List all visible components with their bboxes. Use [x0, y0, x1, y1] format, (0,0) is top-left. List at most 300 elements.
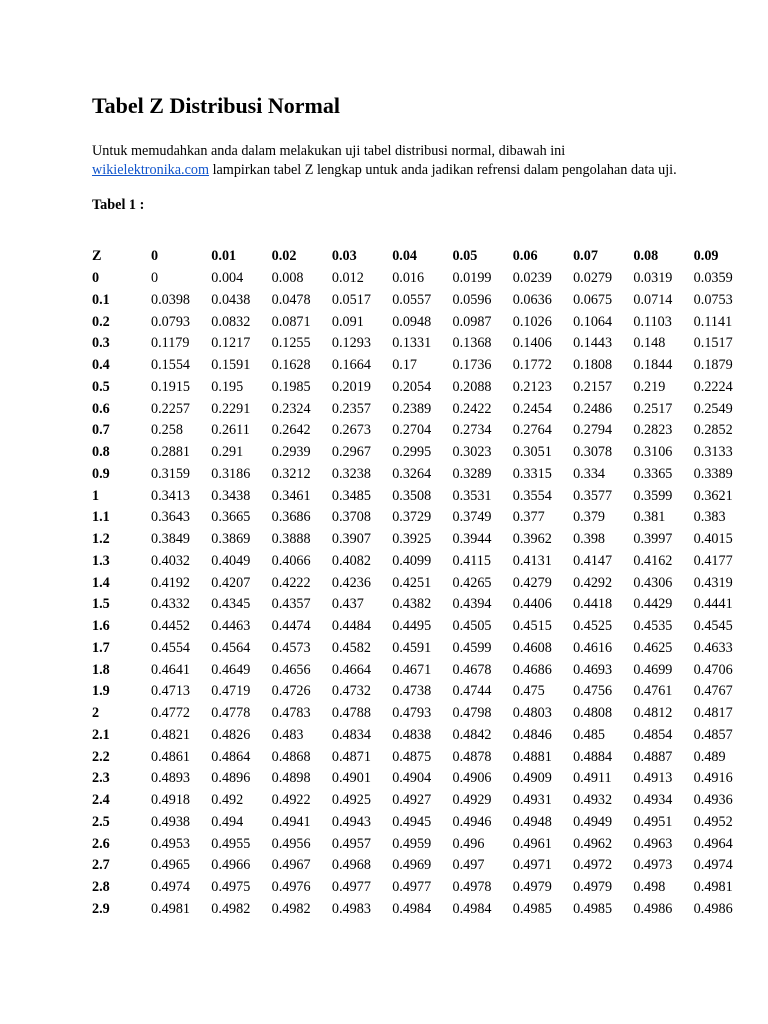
- probability-cell: 0.2611: [211, 422, 250, 439]
- z-value-cell: 0.9: [92, 465, 110, 482]
- probability-cell: 0.4983: [331, 900, 371, 917]
- probability-cell: 0.2257: [151, 400, 191, 417]
- probability-cell: 0.4973: [633, 857, 673, 874]
- probability-cell: 0.1406: [512, 335, 552, 352]
- header-cell: 0.03: [331, 248, 357, 265]
- z-value-cell: 1.3: [92, 552, 110, 569]
- table-row: [92, 333, 754, 355]
- probability-cell: 0.475: [512, 683, 545, 700]
- probability-cell: 0.3944: [452, 531, 492, 548]
- probability-cell: 0.4871: [331, 748, 371, 765]
- probability-cell: 0.3888: [271, 531, 311, 548]
- probability-cell: 0.496: [452, 835, 485, 852]
- probability-cell: 0.091: [331, 313, 364, 330]
- probability-cell: 0.4985: [512, 900, 552, 917]
- probability-cell: 0.3289: [452, 465, 492, 482]
- z-value-cell: 1.2: [92, 531, 110, 548]
- probability-cell: 0.3599: [633, 487, 673, 504]
- probability-cell: 0.1879: [693, 357, 733, 374]
- probability-cell: 0.4641: [151, 661, 191, 678]
- probability-cell: 0.4981: [151, 900, 191, 917]
- z-value-cell: 1.4: [92, 574, 110, 591]
- table-row: [92, 464, 754, 486]
- probability-cell: 0.4971: [512, 857, 552, 874]
- z-value-cell: 0.8: [92, 444, 110, 461]
- probability-cell: 0.3907: [331, 531, 371, 548]
- probability-cell: 0.0675: [573, 291, 613, 308]
- probability-cell: 0.3749: [452, 509, 492, 526]
- probability-cell: 0.4961: [512, 835, 552, 852]
- z-value-cell: 0.7: [92, 422, 110, 439]
- probability-cell: 0.4633: [693, 639, 733, 656]
- probability-cell: 0.4656: [271, 661, 311, 678]
- probability-cell: 0.4948: [512, 813, 552, 830]
- probability-cell: 0.3849: [151, 531, 191, 548]
- probability-cell: 0.4962: [573, 835, 613, 852]
- probability-cell: 0.4957: [331, 835, 371, 852]
- probability-cell: 0.2324: [271, 400, 311, 417]
- probability-cell: 0.3531: [452, 487, 492, 504]
- document-page: [92, 92, 752, 215]
- probability-cell: 0.1255: [271, 335, 311, 352]
- probability-cell: 0.4732: [331, 683, 371, 700]
- table-row: [92, 790, 754, 812]
- probability-cell: 0.4236: [331, 574, 371, 591]
- intro-paragraph: [92, 142, 677, 180]
- probability-cell: 0.4925: [331, 792, 371, 809]
- z-value-cell: 2.1: [92, 726, 110, 743]
- probability-cell: 0.17: [392, 357, 418, 374]
- probability-cell: 0.0714: [633, 291, 673, 308]
- z-value-cell: 0.3: [92, 335, 110, 352]
- probability-cell: 0.4834: [331, 726, 371, 743]
- table-row: [92, 398, 754, 420]
- probability-cell: 0.2291: [211, 400, 251, 417]
- z-value-cell: 2.5: [92, 813, 110, 830]
- probability-cell: 0.2995: [392, 444, 432, 461]
- probability-cell: 0.4945: [392, 813, 432, 830]
- intro-text-after: lampirkan tabel Z lengkap untuk anda jadikan refrensi dalam pengolahan data uji.: [209, 162, 677, 178]
- table-caption: Tabel 1 :: [92, 197, 145, 213]
- probability-cell: 0.4162: [633, 552, 673, 569]
- probability-cell: 0.4808: [573, 705, 613, 722]
- probability-cell: 0.3729: [392, 509, 432, 526]
- probability-cell: 0.3997: [633, 531, 673, 548]
- table-row: [92, 833, 754, 855]
- probability-cell: 0.1915: [151, 378, 191, 395]
- probability-cell: 0.3461: [271, 487, 311, 504]
- table-row: [92, 529, 754, 551]
- probability-cell: 0.004: [211, 270, 244, 287]
- probability-cell: 0.3554: [512, 487, 552, 504]
- probability-cell: 0.4082: [331, 552, 371, 569]
- probability-cell: 0.4357: [271, 596, 311, 613]
- header-cell-z: Z: [92, 248, 102, 265]
- probability-cell: 0.4131: [512, 552, 552, 569]
- header-cell: 0.09: [693, 248, 719, 265]
- probability-cell: 0.4854: [633, 726, 673, 743]
- probability-cell: 0.2088: [452, 378, 492, 395]
- probability-cell: 0.4783: [271, 705, 311, 722]
- z-value-cell: 1.5: [92, 596, 110, 613]
- probability-cell: 0.4956: [271, 835, 311, 852]
- probability-cell: 0.4826: [211, 726, 251, 743]
- probability-cell: 0.4918: [151, 792, 191, 809]
- probability-cell: 0.4963: [633, 835, 673, 852]
- probability-cell: 0.2881: [151, 444, 191, 461]
- probability-cell: 0.148: [633, 335, 666, 352]
- probability-cell: 0.498: [633, 879, 666, 896]
- z-value-cell: 2.4: [92, 792, 110, 809]
- probability-cell: 0.4332: [151, 596, 191, 613]
- probability-cell: 0.4979: [512, 879, 552, 896]
- probability-cell: 0.4821: [151, 726, 191, 743]
- probability-cell: 0.4959: [392, 835, 432, 852]
- probability-cell: 0.0279: [573, 270, 613, 287]
- probability-cell: 0.4147: [573, 552, 613, 569]
- z-value-cell: 0.5: [92, 378, 110, 395]
- probability-cell: 0.4345: [211, 596, 251, 613]
- probability-cell: 0.4441: [693, 596, 733, 613]
- probability-cell: 0.2019: [331, 378, 371, 395]
- probability-cell: 0.0753: [693, 291, 733, 308]
- probability-cell: 0.4251: [392, 574, 432, 591]
- probability-cell: 0.398: [573, 531, 605, 548]
- probability-cell: 0.1368: [452, 335, 492, 352]
- probability-cell: 0.4922: [271, 792, 311, 809]
- probability-cell: 0.4955: [211, 835, 251, 852]
- probability-cell: 0.2642: [271, 422, 311, 439]
- probability-cell: 0.3389: [693, 465, 733, 482]
- probability-cell: 0: [151, 270, 159, 287]
- probability-cell: 0.2549: [693, 400, 733, 417]
- probability-cell: 0.4982: [271, 900, 311, 917]
- table-row: [92, 899, 754, 921]
- probability-cell: 0.4941: [271, 813, 311, 830]
- probability-cell: 0.1293: [331, 335, 371, 352]
- probability-cell: 0.4625: [633, 639, 673, 656]
- probability-cell: 0.4418: [573, 596, 613, 613]
- probability-cell: 0.4967: [271, 857, 311, 874]
- z-value-cell: 2.9: [92, 900, 110, 917]
- z-value-cell: 2.6: [92, 835, 110, 852]
- probability-cell: 0.1985: [271, 378, 311, 395]
- probability-cell: 0.1064: [573, 313, 613, 330]
- probability-cell: 0.4909: [512, 770, 552, 787]
- probability-cell: 0.0438: [211, 291, 251, 308]
- wikielektronika-link[interactable]: wikielektronika.com: [92, 162, 210, 178]
- probability-cell: 0.4896: [211, 770, 251, 787]
- probability-cell: 0.2224: [693, 378, 733, 395]
- probability-cell: 0.334: [573, 465, 605, 482]
- probability-cell: 0.1443: [573, 335, 613, 352]
- probability-cell: 0.3238: [331, 465, 371, 482]
- probability-cell: 0.1808: [573, 357, 613, 374]
- probability-cell: 0.4744: [452, 683, 492, 700]
- probability-cell: 0.4911: [573, 770, 612, 787]
- probability-cell: 0.4192: [151, 574, 191, 591]
- probability-cell: 0.4985: [573, 900, 613, 917]
- z-table: [92, 246, 754, 920]
- probability-cell: 0.0319: [633, 270, 673, 287]
- probability-cell: 0.4032: [151, 552, 191, 569]
- probability-cell: 0.1103: [633, 313, 672, 330]
- probability-cell: 0.4463: [211, 618, 251, 635]
- probability-cell: 0.2939: [271, 444, 311, 461]
- probability-cell: 0.4699: [633, 661, 673, 678]
- probability-cell: 0.3186: [211, 465, 251, 482]
- probability-cell: 0.3438: [211, 487, 251, 504]
- probability-cell: 0.4929: [452, 792, 492, 809]
- probability-cell: 0.377: [512, 509, 545, 526]
- table-row: [92, 355, 754, 377]
- probability-cell: 0.3365: [633, 465, 673, 482]
- probability-cell: 0.008: [271, 270, 304, 287]
- probability-cell: 0.4292: [573, 574, 613, 591]
- probability-cell: 0.016: [392, 270, 425, 287]
- probability-cell: 0.4756: [573, 683, 613, 700]
- probability-cell: 0.0987: [452, 313, 492, 330]
- probability-cell: 0.4279: [512, 574, 552, 591]
- table-body: [92, 268, 754, 921]
- probability-cell: 0.4649: [211, 661, 251, 678]
- probability-cell: 0.3686: [271, 509, 311, 526]
- table-row: [92, 725, 754, 747]
- probability-cell: 0.3962: [512, 531, 552, 548]
- probability-cell: 0.4177: [693, 552, 733, 569]
- probability-cell: 0.0239: [512, 270, 552, 287]
- table-row: [92, 311, 754, 333]
- table-row: [92, 377, 754, 399]
- probability-cell: 0.4772: [151, 705, 191, 722]
- header-cell: 0.08: [633, 248, 659, 265]
- table-row: [92, 507, 754, 529]
- probability-cell: 0.1517: [693, 335, 733, 352]
- table-row: [92, 855, 754, 877]
- probability-cell: 0.4564: [211, 639, 251, 656]
- probability-cell: 0.2794: [573, 422, 613, 439]
- table-row: [92, 290, 754, 312]
- z-value-cell: 0.1: [92, 291, 110, 308]
- header-cell: 0.06: [512, 248, 538, 265]
- table-row: [92, 268, 754, 290]
- z-value-cell: 1.8: [92, 661, 110, 678]
- probability-cell: 0.4573: [271, 639, 311, 656]
- z-value-cell: 2.8: [92, 879, 110, 896]
- probability-cell: 0.012: [331, 270, 364, 287]
- probability-cell: 0.2389: [392, 400, 432, 417]
- probability-cell: 0.3315: [512, 465, 552, 482]
- z-value-cell: 1.9: [92, 683, 110, 700]
- probability-cell: 0.4927: [392, 792, 432, 809]
- probability-cell: 0.4306: [633, 574, 673, 591]
- probability-cell: 0.4788: [331, 705, 371, 722]
- probability-cell: 0.485: [573, 726, 605, 743]
- probability-cell: 0.3051: [512, 444, 552, 461]
- probability-cell: 0.4015: [693, 531, 733, 548]
- probability-cell: 0.1844: [633, 357, 673, 374]
- probability-cell: 0.4693: [573, 661, 613, 678]
- probability-cell: 0.3212: [271, 465, 311, 482]
- probability-cell: 0.4706: [693, 661, 733, 678]
- probability-cell: 0.4406: [512, 596, 552, 613]
- probability-cell: 0.3023: [452, 444, 492, 461]
- probability-cell: 0.4545: [693, 618, 733, 635]
- probability-cell: 0.4981: [693, 879, 733, 896]
- probability-cell: 0.4884: [573, 748, 613, 765]
- probability-cell: 0.4984: [452, 900, 492, 917]
- probability-cell: 0.4738: [392, 683, 432, 700]
- probability-cell: 0.4222: [271, 574, 311, 591]
- probability-cell: 0.1591: [211, 357, 251, 374]
- page-title: Tabel Z Distribusi Normal: [92, 93, 340, 118]
- probability-cell: 0.4974: [151, 879, 191, 896]
- probability-cell: 0.4842: [452, 726, 492, 743]
- z-value-cell: 1.7: [92, 639, 110, 656]
- probability-cell: 0.4977: [392, 879, 432, 896]
- probability-cell: 0.4974: [693, 857, 733, 874]
- probability-cell: 0.3485: [331, 487, 371, 504]
- probability-cell: 0.0948: [392, 313, 432, 330]
- probability-cell: 0.4969: [392, 857, 432, 874]
- probability-cell: 0.4898: [271, 770, 311, 787]
- probability-cell: 0.1179: [151, 335, 190, 352]
- probability-cell: 0.4951: [633, 813, 673, 830]
- table-row: [92, 877, 754, 899]
- probability-cell: 0.4938: [151, 813, 191, 830]
- table-row: [92, 703, 754, 725]
- probability-cell: 0.4977: [331, 879, 371, 896]
- probability-cell: 0.4861: [151, 748, 191, 765]
- probability-cell: 0.3708: [331, 509, 371, 526]
- probability-cell: 0.4964: [693, 835, 733, 852]
- probability-cell: 0.0596: [452, 291, 492, 308]
- z-value-cell: 0.6: [92, 400, 110, 417]
- probability-cell: 0.4803: [512, 705, 552, 722]
- probability-cell: 0.3133: [693, 444, 733, 461]
- probability-cell: 0.3106: [633, 444, 673, 461]
- probability-cell: 0.4066: [271, 552, 311, 569]
- probability-cell: 0.4817: [693, 705, 733, 722]
- probability-cell: 0.0832: [211, 313, 251, 330]
- probability-cell: 0.4452: [151, 618, 191, 635]
- probability-cell: 0.4474: [271, 618, 311, 635]
- probability-cell: 0.4778: [211, 705, 251, 722]
- probability-cell: 0.4495: [392, 618, 432, 635]
- probability-cell: 0.4382: [392, 596, 432, 613]
- intro-text-before: Untuk memudahkan anda dalam melakukan uji tabel distribusi normal, dibawah ini: [92, 143, 566, 159]
- probability-cell: 0.1664: [331, 357, 371, 374]
- probability-cell: 0.4986: [633, 900, 673, 917]
- probability-cell: 0.4099: [392, 552, 432, 569]
- probability-cell: 0.258: [151, 422, 183, 439]
- probability-cell: 0.2823: [633, 422, 673, 439]
- probability-cell: 0.4582: [331, 639, 371, 656]
- probability-cell: 0.381: [633, 509, 666, 526]
- probability-cell: 0.4949: [573, 813, 613, 830]
- probability-cell: 0.3264: [392, 465, 432, 482]
- header-cell: 0.01: [211, 248, 237, 265]
- probability-cell: 0.4916: [693, 770, 733, 787]
- probability-cell: 0.4984: [392, 900, 432, 917]
- probability-cell: 0.4713: [151, 683, 191, 700]
- z-value-cell: 2.3: [92, 770, 110, 787]
- probability-cell: 0.4686: [512, 661, 552, 678]
- probability-cell: 0.4265: [452, 574, 492, 591]
- probability-cell: 0.4798: [452, 705, 492, 722]
- probability-cell: 0.2123: [512, 378, 552, 395]
- probability-cell: 0.2486: [573, 400, 613, 417]
- probability-cell: 0.2357: [331, 400, 371, 417]
- probability-cell: 0.0636: [512, 291, 552, 308]
- probability-cell: 0.4793: [392, 705, 432, 722]
- probability-cell: 0.4535: [633, 618, 673, 635]
- probability-cell: 0.0478: [271, 291, 311, 308]
- probability-cell: 0.4878: [452, 748, 492, 765]
- probability-cell: 0.4207: [211, 574, 251, 591]
- probability-cell: 0.4982: [211, 900, 251, 917]
- probability-cell: 0.1554: [151, 357, 191, 374]
- probability-cell: 0.4554: [151, 639, 191, 656]
- probability-cell: 0.4881: [512, 748, 552, 765]
- probability-cell: 0.4678: [452, 661, 492, 678]
- probability-cell: 0.4943: [331, 813, 371, 830]
- table-row: [92, 420, 754, 442]
- probability-cell: 0.4591: [392, 639, 432, 656]
- probability-cell: 0.2422: [452, 400, 492, 417]
- table-row: [92, 681, 754, 703]
- probability-cell: 0.2054: [392, 378, 432, 395]
- probability-cell: 0.3869: [211, 531, 251, 548]
- probability-cell: 0.2852: [693, 422, 733, 439]
- probability-cell: 0.3665: [211, 509, 251, 526]
- header-cell: 0.02: [271, 248, 297, 265]
- probability-cell: 0.4906: [452, 770, 492, 787]
- table-row: [92, 659, 754, 681]
- probability-cell: 0.4505: [452, 618, 492, 635]
- probability-cell: 0.4868: [271, 748, 311, 765]
- probability-cell: 0.4901: [331, 770, 371, 787]
- z-value-cell: 1.6: [92, 618, 110, 635]
- probability-cell: 0.497: [452, 857, 485, 874]
- probability-cell: 0.4975: [211, 879, 251, 896]
- table-row: [92, 442, 754, 464]
- probability-cell: 0.2734: [452, 422, 492, 439]
- probability-cell: 0.3413: [151, 487, 191, 504]
- probability-cell: 0.4932: [573, 792, 613, 809]
- probability-cell: 0.1026: [512, 313, 552, 330]
- probability-cell: 0.4936: [693, 792, 733, 809]
- table-row: [92, 616, 754, 638]
- probability-cell: 0.4671: [392, 661, 432, 678]
- probability-cell: 0.489: [693, 748, 726, 765]
- z-value-cell: 2: [92, 705, 100, 722]
- probability-cell: 0.2454: [512, 400, 552, 417]
- probability-cell: 0.4931: [512, 792, 552, 809]
- probability-cell: 0.492: [211, 792, 244, 809]
- probability-cell: 0.4952: [693, 813, 733, 830]
- probability-cell: 0.3508: [392, 487, 432, 504]
- probability-cell: 0.4525: [573, 618, 613, 635]
- probability-cell: 0.1217: [211, 335, 251, 352]
- probability-cell: 0.1628: [271, 357, 311, 374]
- table-row: [92, 638, 754, 660]
- table-row: [92, 746, 754, 768]
- probability-cell: 0.4978: [452, 879, 492, 896]
- probability-cell: 0.0871: [271, 313, 311, 330]
- probability-cell: 0.4965: [151, 857, 191, 874]
- probability-cell: 0.2764: [512, 422, 552, 439]
